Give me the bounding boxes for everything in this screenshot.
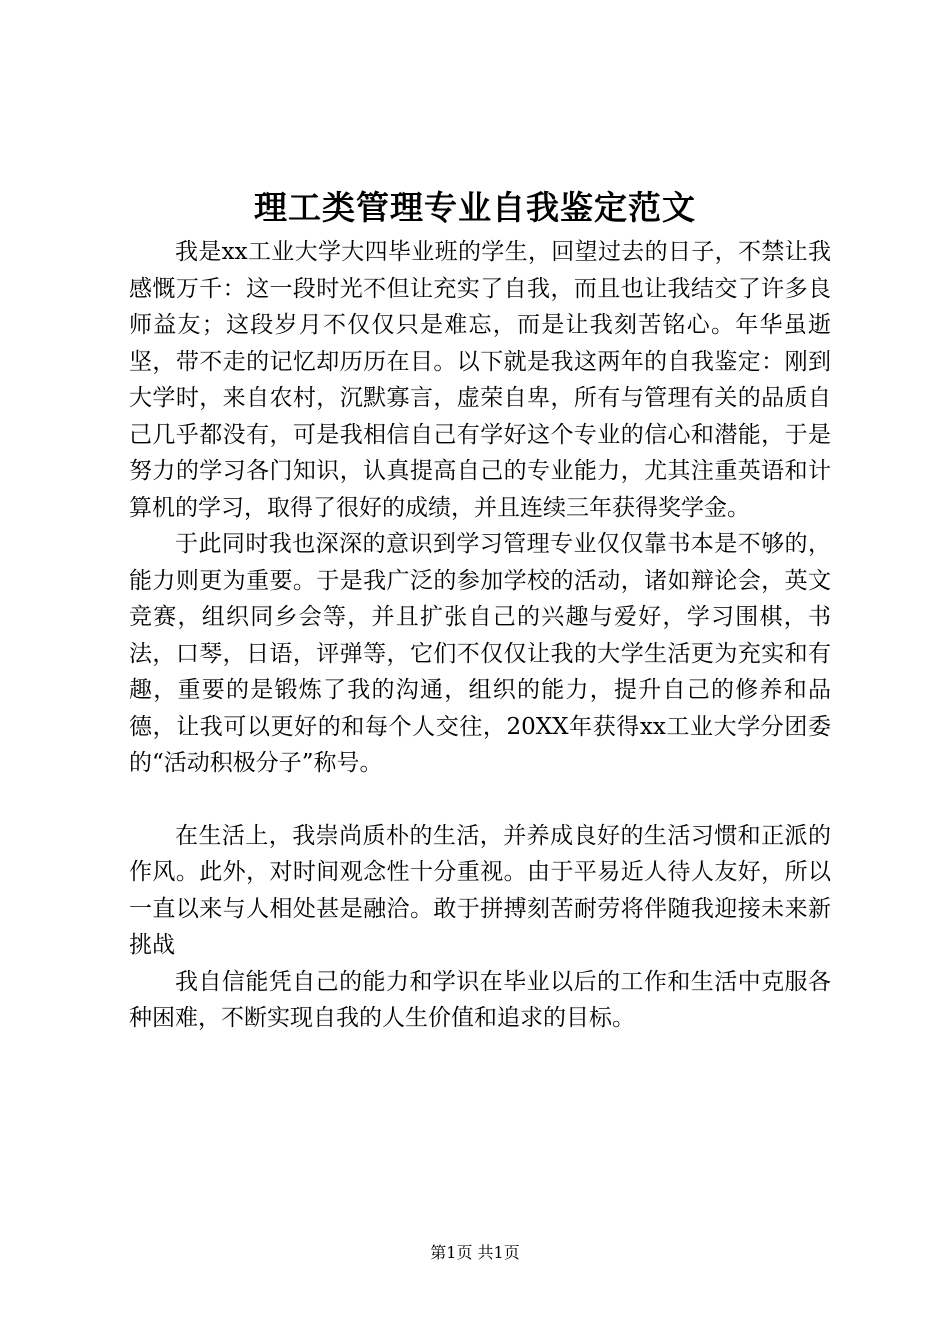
paragraph-3: 在生活上，我崇尚质朴的生活，并养成良好的生活习惯和正派的作风。此外，对时间观念性十分重视。由于平易近人待人友好，所以一直以来与人相处甚是融洽。敢于拼搏刻苦耐劳将伴随我迎接未来新挑战 [129, 822, 831, 958]
paragraph-4: 我自信能凭自己的能力和学识在毕业以后的工作和生活中克服各种困难，不断实现自我的人生价值和追求的目标。 [129, 968, 831, 1031]
paragraph-2: 于此同时我也深深的意识到学习管理专业仅仅靠书本是不够的，能力则更为重要。于是我广泛的参加学校的活动，诸如辩论会，英文竞赛，组织同乡会等，并且扩张自己的兴趣与爱好，学习围棋，书法，口琴，日语，评弹等，它们不仅仅让我的大学生活更为充实和有趣，重要的是锻炼了我的沟通，组织的能力，提升自己的修养和品德，让我可以更好的和每个人交往，20XX年获得xx工业大学分团委的“活动积极分子”称号。 [129, 531, 831, 776]
document-title: 理工类管理专业自我鉴定范文 [254, 188, 696, 227]
page-footer: 第1页 共1页 [430, 1243, 520, 1262]
paragraph-1: 我是xx工业大学大四毕业班的学生，回望过去的日子，不禁让我感慨万千：这一段时光不但让充实了自我，而且也让我结交了许多良师益友；这段岁月不仅仅只是难忘，而是让我刻苦铭心。年华虽逝坚，带不走的记忆却历历在目。以下就是我这两年的自我鉴定：刚到大学时，来自农村，沉默寡言，虚荣自卑，所有与管理有关的品质自己几乎都没有，可是我相信自己有学好这个专业的信心和潜能，于是努力的学习各门知识，认真提高自己的专业能力，尤其注重英语和计算机的学习，取得了很好的成绩，并且连续三年获得奖学金。 [129, 239, 831, 521]
document-body [129, 234, 831, 1037]
